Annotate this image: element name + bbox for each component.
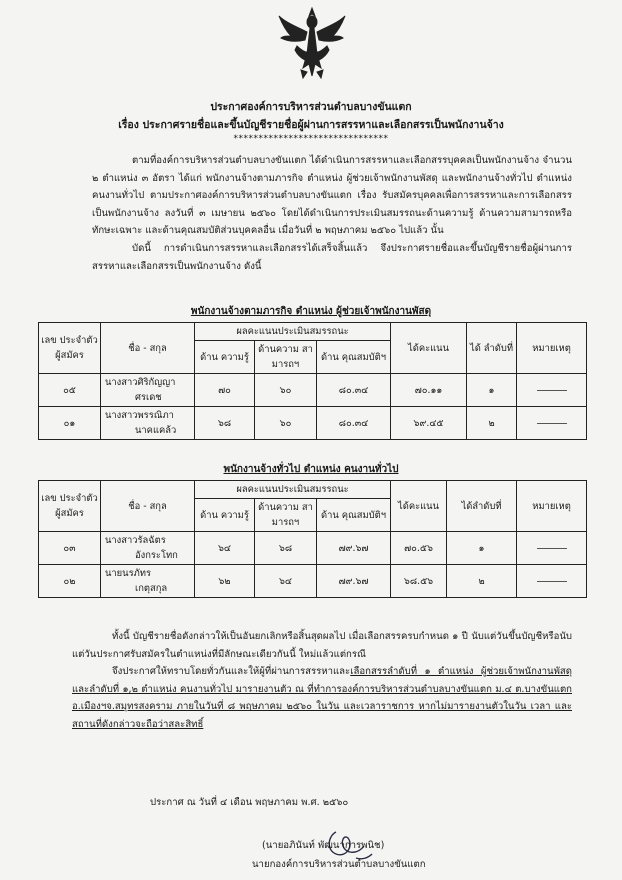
col-ability: ด้านความ สามารถฯ <box>255 341 317 374</box>
closing-paragraph-2a: จึงประกาศให้ทราบโดยทั่วกันและให้ผู้ที่ผ่านการสรรหาและ <box>112 666 351 678</box>
star-divider: ******************************* <box>233 134 389 144</box>
table-row: ๐๓ นางสาวรัลฉัตร อังกระโทก ๖๔ ๖๘ ๗๙.๖๗ ๗๐.๕๖ ๑ <box>39 532 587 565</box>
col-name: ชื่อ - สกุล <box>101 323 195 374</box>
col-qualification: ด้าน คุณสมบัติฯ <box>317 341 391 374</box>
section2-table <box>38 480 587 598</box>
col-rank: ได้ลำดับที่ <box>447 481 517 532</box>
intro-text <box>92 152 572 275</box>
col-score: ได้คะแนน <box>391 481 447 532</box>
section1-title: พนักงานจ้างตามภารกิจ ตำแหน่ง ผู้ช่วยเจ้าพนักงานพัสดุ <box>190 306 432 317</box>
signer-title: นายกองค์การบริหารส่วนตำบลบางขันแตก <box>252 859 426 870</box>
col-score: ได้คะแนน <box>391 323 467 374</box>
signer-name: (นายอภินันท์ พัฒนาการพนิช) <box>262 840 385 851</box>
announcement-subject: เรื่อง ประกาศรายชื่อและขึ้นบัญชีรายชื่อผู้ผ่านการสรรหาและเลือกสรรเป็นพนักงานจ้าง <box>118 119 504 131</box>
col-knowledge: ด้าน ความรู้ <box>195 341 255 374</box>
closing-paragraph-2b: เลือกสรรลำดับที่ ๑ ตำแหน่ง ผู้ช่วยเจ้าพนักงานพัสดุ และลำดับที่ ๑,๒ ตำแหน่ง คนงานทั่วไป มารายงานตัว ณ ที่ทำการองค์การบริหารส่วนตำบลบางขันแตก ม.๔ ต.บางขันแตก อ.เมืองฯจ.สมุทรสงคราม ภายในวันที่ ๘ พฤษภาคม ๒๕๖๐ ในวัน และเวลาราชการ หากไม่มารายงานตัวในวัน เวลา และสถานที่ดังกล่าวจะถือว่าสละสิทธิ์ <box>72 666 572 730</box>
closing-text <box>72 628 572 734</box>
closing-paragraph-1: ทั้งนี้ บัญชีรายชื่อดังกล่าวให้เป็นอันยกเลิกหรือสิ้นสุดผลไป เมื่อเลือกสรรครบกำหนด ๑ ปี นับแต่วันขึ้นบัญชีหรือนับแต่วันประกาศรับสมัครในตำแหน่งที่มีลักษณะเดียวกันนี้ ใหม่แล้วแต่กรณี <box>72 631 572 660</box>
table-row: ๐๒ นายนรภัทร เกตุสกุล ๖๒ ๖๔ ๗๙.๖๗ ๖๘.๕๖ ๒ <box>39 565 587 598</box>
col-knowledge: ด้าน ความรู้ <box>195 499 255 532</box>
col-applicant-id: เลข ประจำตัว ผู้สมัคร <box>39 323 101 374</box>
section1-table <box>38 322 587 440</box>
col-remark: หมายเหตุ <box>517 481 587 532</box>
intro-paragraph-1: ตามที่องค์การบริหารส่วนตำบลบางขันแตก ได้ดำเนินการสรรหาและเลือกสรรบุคคลเป็นพนักงานจ้าง จำนวน ๒ ตำแหน่ง ๓ อัตรา ได้แก่ พนักงานจ้างตามภารกิจ ตำแหน่ง ผู้ช่วยเจ้าพนักงานพัสดุ และพนักงานจ้างทั่วไป ตำแหน่ง คนงานทั่วไป ตามประกาศองค์การบริหารส่วนตำบลบางขันแตก เรื่อง รับสมัครบุคคลเพื่อการสรรหาและการเลือกสรรเป็นพนักงานจ้าง ลงวันที่ ๓ เมษายน ๒๕๖๐ โดยได้ดำเนินการประเมินสมรรถนะด้านความรู้ ด้านความสามารถหรือทักษะเฉพาะ และด้านคุณสมบัติส่วนบุคคลอื่น เมื่อวันที่ ๒ พฤษภาคม ๒๕๖๐ ไปแล้ว นั้น <box>92 155 572 237</box>
remark-dash <box>537 581 567 582</box>
remark-dash <box>537 423 567 424</box>
remark-dash <box>537 390 567 391</box>
col-rank: ได้ ลำดับที่ <box>467 323 517 374</box>
intro-paragraph-2: บัดนี้ การดำเนินการสรรหาและเลือกสรรได้เสร็จสิ้นแล้ว จึงประกาศรายชื่อและขึ้นบัญชีรายชื่อผู้ผ่านการสรรหาและเลือกสรรเป็นพนักงานจ้าง ดังนี้ <box>92 242 572 272</box>
section2-title: พนักงานจ้างทั่วไป ตำแหน่ง คนงานทั่วไป <box>223 464 399 475</box>
remark-dash <box>537 548 567 549</box>
announcement-date: ประกาศ ณ วันที่ ๔ เดือน พฤษภาคม พ.ศ. ๒๕๖๐ <box>150 797 349 808</box>
col-applicant-id: เลข ประจำตัว ผู้สมัคร <box>39 481 101 532</box>
garuda-emblem-icon <box>277 6 347 80</box>
col-name: ชื่อ - สกุล <box>101 481 195 532</box>
col-qualification: ด้าน คุณสมบัติฯ <box>317 499 391 532</box>
announcement-org-title: ประกาศองค์การบริหารส่วนตำบลบางขันแตก <box>210 101 412 113</box>
col-remark: หมายเหตุ <box>517 323 587 374</box>
table-row: ๐๑ นางสาวพรรณิภา นาคแคล้ว ๖๘ ๖๐ ๘๐.๓๔ ๖๙.๔๕ ๒ <box>39 407 587 440</box>
table-row: ๐๕ นางสาวศิริกัญญา ศรเดช ๗๐ ๖๐ ๘๐.๓๔ ๗๐.๑๑ ๑ <box>39 374 587 407</box>
col-eval-group: ผลคะแนนประเมินสมรรถนะ <box>195 481 391 499</box>
col-eval-group: ผลคะแนนประเมินสมรรถนะ <box>195 323 391 341</box>
col-ability: ด้านความ สามารถฯ <box>255 499 317 532</box>
